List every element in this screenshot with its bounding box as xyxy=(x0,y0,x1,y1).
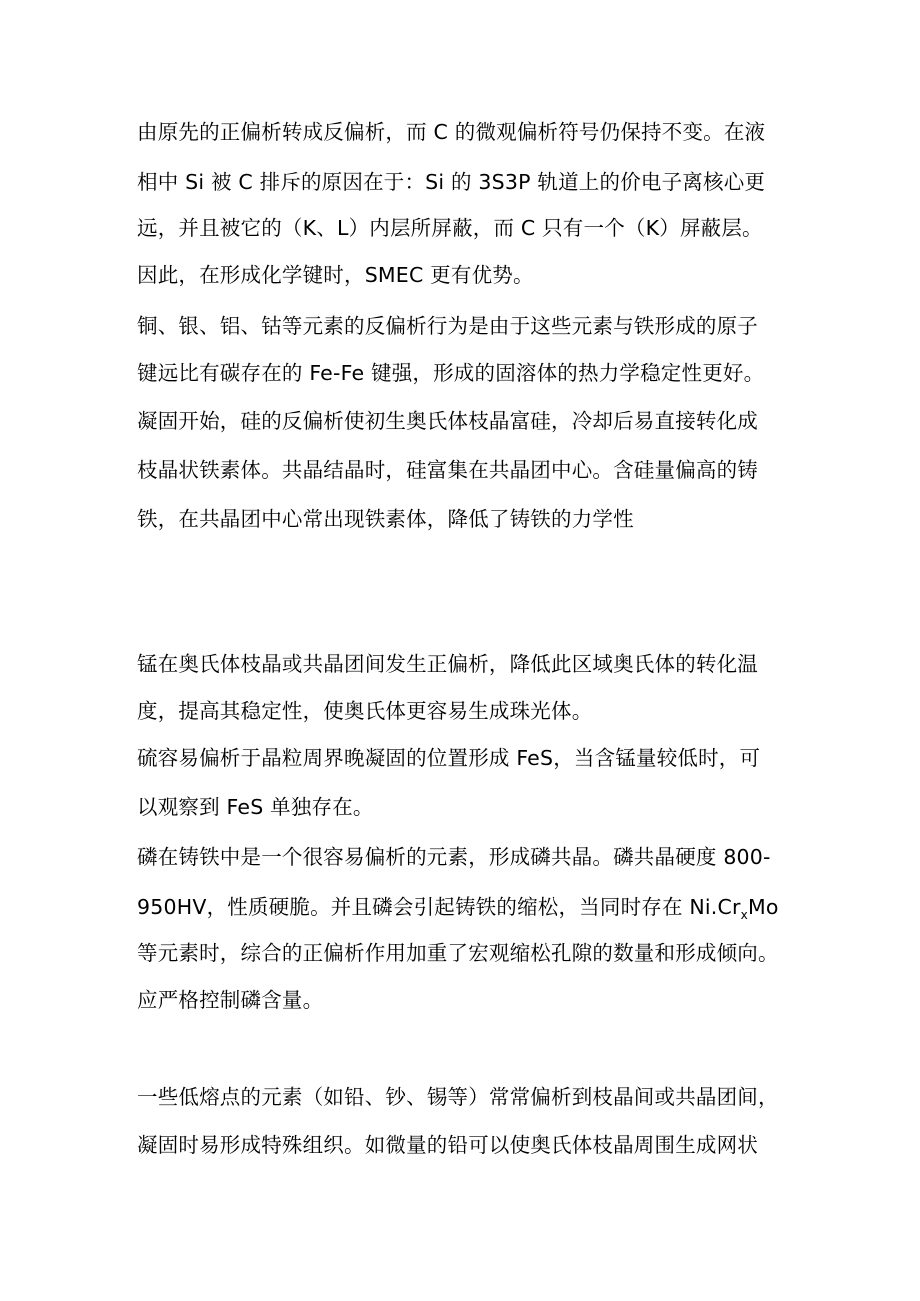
text-line: 以观察到 FeS 单独存在。 xyxy=(137,795,374,819)
text-segment: Mo xyxy=(747,895,779,919)
text-line: 铜、银、铝、钴等元素的反偏析行为是由于这些元素与铁形成的原子 xyxy=(137,314,758,338)
text-line: 由原先的正偏析转成反偏析，而 C 的微观偏析符号仍保持不变。在液 xyxy=(137,120,766,144)
text-line: 铁，在共晶团中心常出现铁素体，降低了铸铁的力学性 xyxy=(137,507,634,531)
text-line: 凝固时易形成特殊组织。如微量的铅可以使奥氏体枝晶周围生成网状 xyxy=(137,1133,758,1157)
text-line: 一些低熔点的元素（如铅、钞、锡等）常常偏析到枝晶间或共晶团间， xyxy=(137,1085,779,1109)
text-line: 枝晶状铁素体。共晶结晶时，硅富集在共晶团中心。含硅量偏高的铸 xyxy=(137,458,758,482)
text-line xyxy=(137,893,779,921)
text-line: 等元素时，综合的正偏析作用加重了宏观缩松孔隙的数量和形成倾向。 xyxy=(137,941,779,965)
text-line: 远，并且被它的（K、L）内层所屏蔽，而 C 只有一个（K）屏蔽层。 xyxy=(137,216,763,240)
text-line: 因此，在形成化学键时，SMEC 更有优势。 xyxy=(137,263,534,287)
text-line: 锰在奥氏体枝晶或共晶团间发生正偏析，降低此区域奥氏体的转化温 xyxy=(137,652,758,676)
text-line: 应严格控制磷含量。 xyxy=(137,988,324,1012)
text-line: 度，提高其稳定性，使奥氏体更容易生成珠光体。 xyxy=(137,699,593,723)
text-line: 相中 Si 被 C 排斥的原因在于：Si 的 3S3P 轨道上的价电子离核心更 xyxy=(137,170,766,194)
text-line: 凝固开始，硅的反偏析使初生奥氏体枝晶富硅，冷却后易直接转化成 xyxy=(137,409,758,433)
subscript: x xyxy=(740,908,748,922)
text-line: 硫容易偏析于晶粒周界晚凝固的位置形成 FeS，当含锰量较低时，可 xyxy=(137,746,761,770)
text-segment: 950HV，性质硬脆。并且磷会引起铸铁的缩松，当同时存在 Ni.Cr xyxy=(137,895,741,919)
text-line: 磷在铸铁中是一个很容易偏析的元素，形成磷共晶。磷共晶硬度 800- xyxy=(137,845,771,869)
text-line: 键远比有碳存在的 Fe-Fe 键强，形成的固溶体的热力学稳定性更好。 xyxy=(137,361,765,385)
